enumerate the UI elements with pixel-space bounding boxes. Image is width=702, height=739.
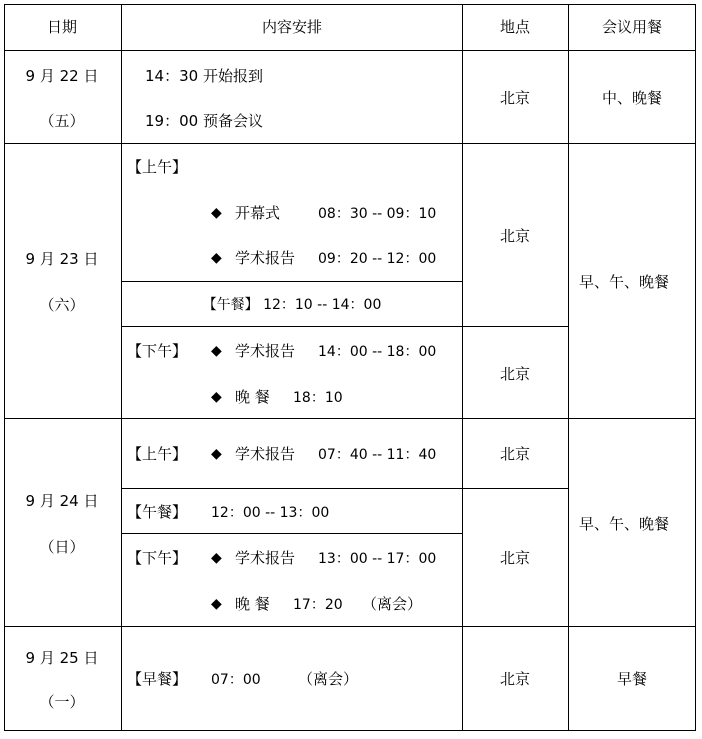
- day2-pm-item2-time: 18：10: [293, 390, 343, 406]
- table-border-bottom: [4, 730, 695, 731]
- day3-pm-item2-note: （离会）: [362, 595, 423, 613]
- day3-content-divider-2: [121, 533, 462, 534]
- day2-am-item2-title: 学术报告: [235, 249, 296, 267]
- day3-meal: 早、午、晚餐: [578, 515, 670, 533]
- row-divider-1: [4, 143, 695, 144]
- day3-am-item-time: 07：40 -- 11：40: [318, 447, 437, 463]
- day4-date: 9 月 25 日: [25, 649, 99, 667]
- day4-note: （离会）: [298, 670, 359, 688]
- day1-line1: 14：30 开始报到: [145, 67, 263, 85]
- day2-am-item2-time: 09：20 -- 12：00: [318, 251, 437, 267]
- day4-weekday: （一）: [39, 693, 85, 711]
- col-divider-3: [568, 4, 569, 731]
- diamond-bullet-icon: ◆: [211, 205, 222, 221]
- day2-date: 9 月 23 日: [25, 250, 99, 268]
- diamond-bullet-icon: ◆: [211, 596, 222, 612]
- day3-lunch-time: 12：00 -- 13：00: [211, 505, 330, 521]
- header-divider: [4, 50, 695, 51]
- day2-place-am: 北京: [499, 227, 531, 245]
- header-content: 内容安排: [261, 18, 323, 36]
- day3-pm-label: 【下午】: [127, 549, 188, 567]
- day1-line2: 19：00 预备会议: [145, 112, 263, 130]
- day1-date: 9 月 22 日: [25, 67, 99, 85]
- day2-am-label: 【上午】: [127, 158, 188, 176]
- day3-date: 9 月 24 日: [25, 492, 99, 510]
- day3-pm-item1-title: 学术报告: [235, 549, 296, 567]
- day3-place-am: 北京: [499, 445, 531, 463]
- day2-lunch: 【午餐】 12：10 -- 14：00: [202, 297, 382, 313]
- col-divider-1: [121, 4, 122, 731]
- diamond-bullet-icon: ◆: [211, 343, 222, 359]
- day2-place-pm: 北京: [499, 365, 531, 383]
- day3-pm-item2-title: 晚 餐: [235, 595, 270, 613]
- day1-weekday: （五）: [39, 112, 85, 130]
- day4-breakfast-time: 07：00: [211, 672, 261, 688]
- day3-am-label: 【上午】: [127, 445, 188, 463]
- table-border-right: [695, 4, 696, 731]
- day2-pm-label: 【下午】: [127, 342, 188, 360]
- day2-pm-item2-title: 晚 餐: [235, 388, 270, 406]
- day2-content-divider-1: [121, 281, 462, 282]
- day3-weekday: （日）: [39, 538, 85, 556]
- day2-pm-item1-time: 14：00 -- 18：00: [318, 344, 437, 360]
- diamond-bullet-icon: ◆: [211, 446, 222, 462]
- day3-content-divider-1: [121, 488, 568, 489]
- day2-am-item1-time: 08：30 -- 09：10: [318, 206, 437, 222]
- day2-pm-item1-title: 学术报告: [235, 342, 296, 360]
- col-divider-2: [462, 4, 463, 731]
- day1-place: 北京: [499, 89, 531, 107]
- day2-content-divider-2: [121, 326, 568, 327]
- day1-meal: 中、晚餐: [601, 89, 663, 107]
- row-divider-3: [4, 626, 695, 627]
- day2-meal: 早、午、晚餐: [578, 273, 670, 291]
- day2-am-item1-title: 开幕式: [235, 204, 281, 222]
- day3-place-pm: 北京: [499, 549, 531, 567]
- day4-place: 北京: [499, 670, 531, 688]
- day3-pm-item1-time: 13：00 -- 17：00: [318, 551, 437, 567]
- header-place: 地点: [499, 18, 531, 36]
- diamond-bullet-icon: ◆: [211, 550, 222, 566]
- header-date: 日期: [46, 18, 78, 36]
- diamond-bullet-icon: ◆: [211, 389, 222, 405]
- day3-lunch-label: 【午餐】: [127, 503, 188, 521]
- row-divider-2: [4, 418, 695, 419]
- day3-pm-item2-time: 17：20: [293, 597, 343, 613]
- header-meal: 会议用餐: [601, 18, 663, 36]
- day3-am-item-title: 学术报告: [235, 445, 296, 463]
- table-border-left: [4, 4, 5, 731]
- table-border-top: [4, 4, 695, 5]
- day2-weekday: （六）: [39, 296, 85, 314]
- diamond-bullet-icon: ◆: [211, 250, 222, 266]
- day4-breakfast-label: 【早餐】: [127, 670, 188, 688]
- day4-meal: 早餐: [616, 670, 648, 688]
